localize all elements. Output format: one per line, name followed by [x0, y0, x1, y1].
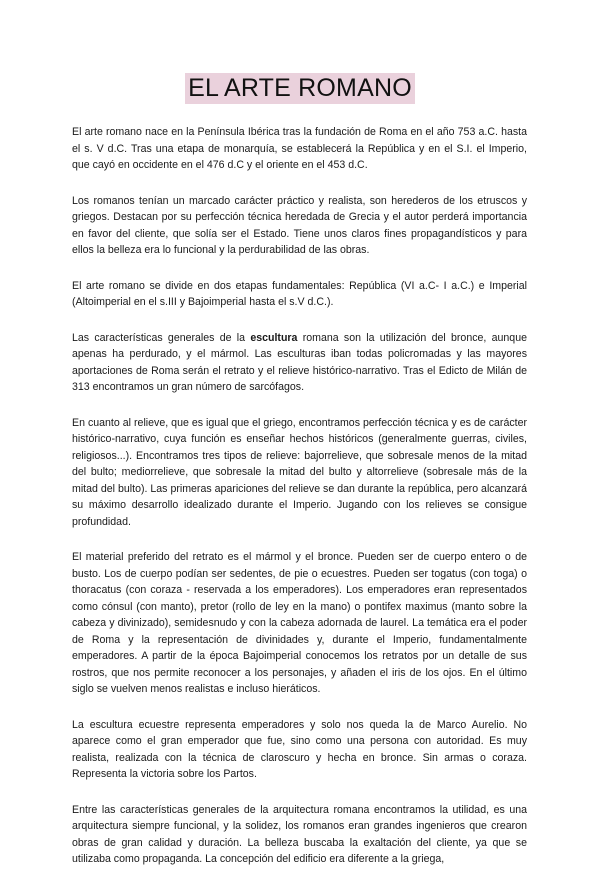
page-title: EL ARTE ROMANO	[185, 73, 415, 104]
paragraph-relief: En cuanto al relieve, que es igual que el griego, encontramos perfección técnica y es de carácter histórico-narrativo, cuya función es enseñar hechos históricos (generalmente guerras, civiles, religiosos...). Encontramos tres tipos de relieve: bajorrelieve, que sobresale menos de la mitad del bulto; mediorrelieve, que sobresale la mitad del bulto y altorrelieve (sobresale más de la mitad del bulto). Las primeras apariciones del relieve se dan durante la república, pero alcanzará su máximo desarrollo idealizado durante el Imperio. Jugando con los relieves se consigue profundidad.	[72, 416, 527, 528]
paragraph-architecture: Entre las características generales de la arquitectura romana encontramos la utilidad, es una arquitectura siempre funcional, y la solidez, los romanos eran grandes ingenieros que crearon obras de gran calidad y duración. La belleza buscaba la exaltación del cliente, ya que se utilizaba como propaganda. La concepción del edificio era diferente a la griega,	[72, 803, 527, 865]
paragraph-sculpture	[72, 330, 527, 396]
paragraph-intro: El arte romano nace en la Península Ibérica tras la fundación de Roma en el año 753 a.C. hasta el s. V d.C. Tras una etapa de monarquía, se establecerá la República y en el S.I. el Imperio, que cayó en occidente en el 476 d.C y el oriente en el 453 d.C.	[72, 126, 527, 171]
keyword-escultura: escultura	[250, 331, 298, 344]
title-container	[0, 73, 600, 104]
paragraph-sculpture-start: Las características generales de la	[72, 331, 251, 344]
paragraph-character: Los romanos tenían un marcado carácter práctico y realista, son herederos de los etruscos y griegos. Destacan por su perfección técnica heredada de Grecia y el autor perderá importancia en favor del cliente, que solía ser el Estado. Tiene unos claros fines propagandísticos y para ellos la belleza era lo funcional y la perdurabilidad de las obras.	[72, 194, 527, 256]
paragraph-portrait: El material preferido del retrato es el mármol y el bronce. Pueden ser de cuerpo entero o de busto. Los de cuerpo podían ser sedentes, de pie o ecuestres. Pueden ser togatus (con toga) o thoracatus (con coraza - reservada a los emperadores). Los emperadores eran representados como cónsul (con manto), pretor (rollo de ley en la mano) o pontifex maximus (manto sobre la cabeza y divinizado), semidesnudo y con la cabeza adornada de laurel. La temática era el poder de Roma y la representación de divinidades y, durante el Imperio, fundamentalmente emperadores. A partir de la época Bajoimperial conocemos los retratos por un detalle de sus rostros, que nos permite reconocer a los personajes, y añaden el iris de los ojos. En el último siglo se vuelven menos realistas e incluso hieráticos.	[72, 551, 527, 695]
document-body	[72, 124, 527, 886]
paragraph-sculpture-end: romana son la utilización del bronce, aunque apenas ha perdurado, y el mármol. Las esculturas iban todas policromadas y las mayores aportaciones de Roma serán el retrato y el relieve histórico-narrativo. Tras el Edicto de Milán de 313 encontramos un gran número de sarcófagos.	[72, 331, 527, 393]
paragraph-equestrian: La escultura ecuestre representa emperadores y solo nos queda la de Marco Aurelio. No aparece como el gran emperador que fue, sino como una persona con autoridad. Es muy realista, realizada con la técnica de claroscuro y hecha en bronce. Sin armas o coraza. Representa la victoria sobre los Partos.	[72, 718, 527, 780]
paragraph-stages: El arte romano se divide en dos etapas fundamentales: República (VI a.C- I a.C.) e Imperial (Altoimperial en el s.III y Bajoimperial hasta el s.V d.C.).	[72, 279, 527, 308]
